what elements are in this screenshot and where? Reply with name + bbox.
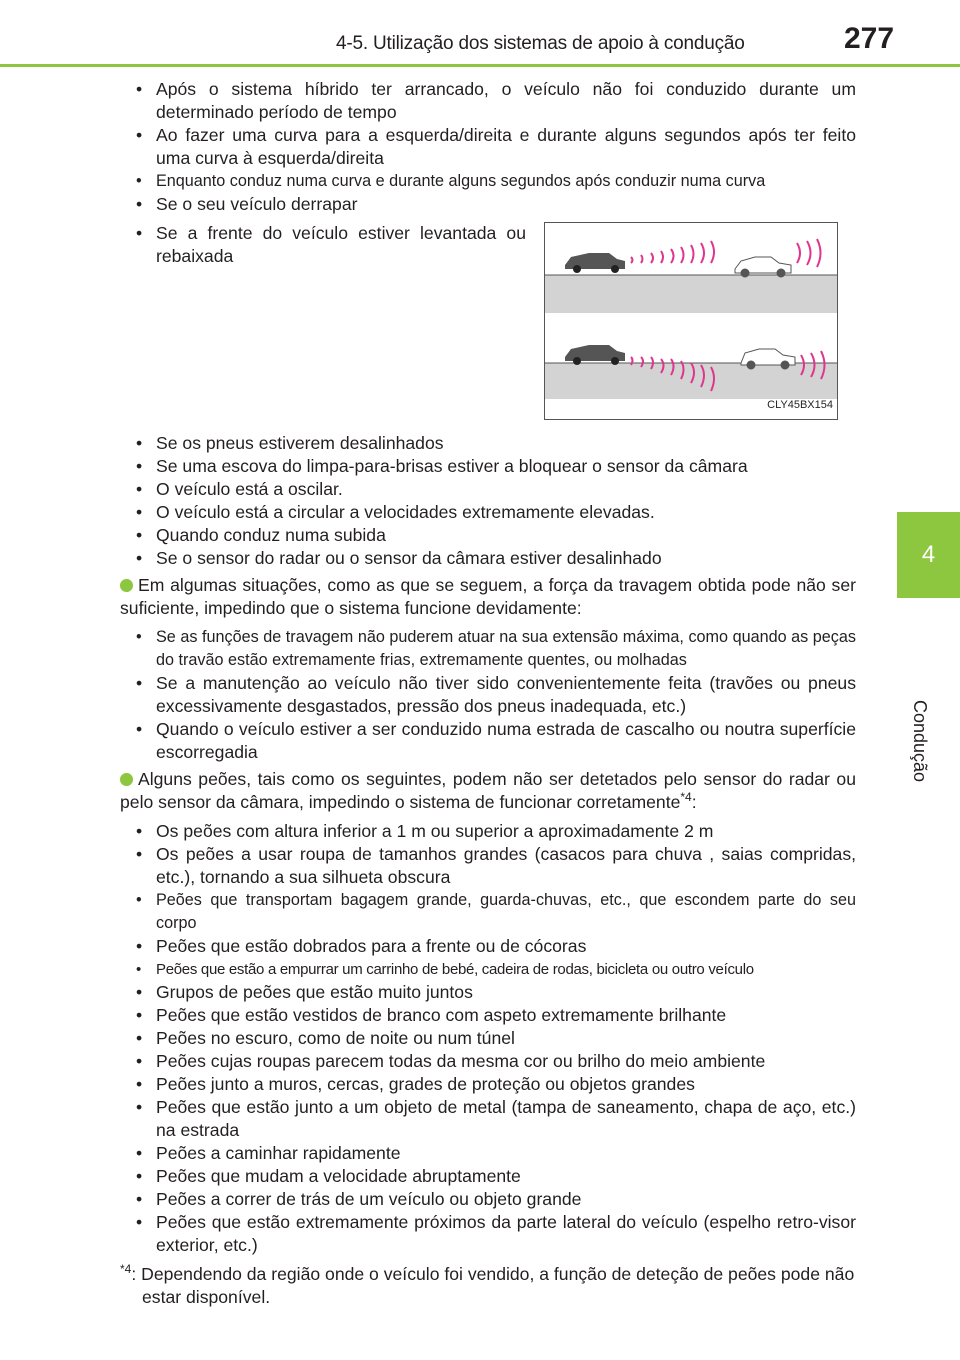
- list-item: • Após o sistema híbrido ter arrancado, o veículo não foi conduzido durante um determinado período de tempo: [134, 78, 856, 124]
- list-item: • Peões cujas roupas parecem todas da mesma cor ou brilho do meio ambiente: [134, 1050, 856, 1073]
- list-item: • Quando o veículo estiver a ser conduzido numa estrada de cascalho ou noutra superfície escorregadia: [134, 718, 856, 764]
- list-item: • Ao fazer uma curva para a esquerda/direita e durante alguns segundos após ter feito uma curva à esquerda/direita: [134, 124, 856, 170]
- list-item: • Peões que estão dobrados para a frente ou de cócoras: [134, 935, 856, 958]
- page-number: 277: [844, 22, 895, 55]
- list-item: • Se as funções de travagem não puderem atuar na sua extensão máxima, como quando as peças do travão estão extremamente frias, extremamente quentes, ou molhadas: [134, 626, 856, 672]
- list-item: • Os peões a usar roupa de tamanhos grandes (casacos para chuva , saias compridas, etc.), tornando a sua silhueta obscura: [134, 843, 856, 889]
- list-item: • Se o seu veículo derrapar: [134, 193, 856, 216]
- list-item: • Se a frente do veículo estiver levantada ou rebaixada: [134, 222, 526, 268]
- list-item: • Peões que transportam bagagem grande, guarda-chuvas, etc., que escondem parte do seu corpo: [134, 889, 856, 935]
- list-item: • Se o sensor do radar ou o sensor da câmara estiver desalinhado: [134, 547, 856, 570]
- page-content: [120, 78, 856, 1309]
- list-item: • Peões junto a muros, cercas, grades de proteção ou objetos grandes: [134, 1073, 856, 1096]
- footnote-text: : Dependendo da região onde o veículo foi vendido, a função de deteção de peões pode não estar disponível.: [131, 1264, 855, 1307]
- figure-code: CLY45BX154: [767, 399, 833, 411]
- radar-vehicle-illustration-icon: [545, 223, 837, 419]
- radar-vehicle-figure: [544, 222, 838, 420]
- list-item: • Peões que estão junto a um objeto de metal (tampa de saneamento, chapa de aço, etc.) na estrada: [134, 1096, 856, 1142]
- chapter-tab[interactable]: 4: [897, 512, 960, 598]
- list-item: • Peões que estão vestidos de branco com aspeto extremamente brilhante: [134, 1004, 856, 1027]
- paragraph-text: Em algumas situações, como as que se seguem, a força da travagem obtida pode não ser suficiente, impedindo que o sistema funcione devidamente:: [120, 575, 856, 618]
- footnote: [120, 1263, 856, 1309]
- list-item: • Peões no escuro, como de noite ou num túnel: [134, 1027, 856, 1050]
- list-item: • Peões a caminhar rapidamente: [134, 1142, 856, 1165]
- sub-list: [134, 626, 856, 764]
- page-header-title: 4-5. Utilização dos sistemas de apoio à condução: [336, 33, 745, 54]
- bullet-dot-icon: [120, 579, 133, 592]
- list-item: • Peões que estão a empurrar um carrinho de bebé, cadeira de rodas, bicicleta ou outro veículo: [134, 958, 856, 981]
- list-item: • O veículo está a oscilar.: [134, 478, 856, 501]
- figure-row: [134, 222, 856, 432]
- paragraph-braking: [116, 574, 856, 620]
- paragraph-pedestrians: [116, 768, 856, 814]
- paragraph-suffix: :: [691, 792, 697, 812]
- list-item: • O veículo está a circular a velocidades extremamente elevadas.: [134, 501, 856, 524]
- list-item: • Quando conduz numa subida: [134, 524, 856, 547]
- header-divider: [0, 64, 960, 67]
- list-item: • Peões a correr de trás de um veículo ou objeto grande: [134, 1188, 856, 1211]
- chapter-label: Condução: [910, 700, 930, 783]
- list-item: • Se uma escova do limpa-para-brisas estiver a bloquear o sensor da câmara: [134, 455, 856, 478]
- footnote-ref: *4: [680, 790, 692, 805]
- footnote-mark: *4: [120, 1262, 132, 1277]
- bullet-dot-icon: [120, 773, 133, 786]
- list-item: • Grupos de peões que estão muito juntos: [134, 981, 856, 1004]
- list-item: • Peões que estão extremamente próximos da parte lateral do veículo (espelho retro-visor exterior, etc.): [134, 1211, 856, 1257]
- list-item: • Se a manutenção ao veículo não tiver sido convenientemente feita (travões ou pneus excessivamente desgastados, pressão dos pneus inadequada, etc.): [134, 672, 856, 718]
- list-item: • Enquanto conduz numa curva e durante alguns segundos após conduzir numa curva: [134, 170, 856, 193]
- list-item: • Os peões com altura inferior a 1 m ou superior a aproximadamente 2 m: [134, 820, 856, 843]
- paragraph-text: Alguns peões, tais como os seguintes, podem não ser detetados pelo sensor do radar ou pelo sensor da câmara, impedindo o sistema de funcionar corretamente: [120, 769, 856, 812]
- list-item: • Peões que mudam a velocidade abruptamente: [134, 1165, 856, 1188]
- list-item: • Se os pneus estiverem desalinhados: [134, 432, 856, 455]
- sub-list: [134, 820, 856, 1257]
